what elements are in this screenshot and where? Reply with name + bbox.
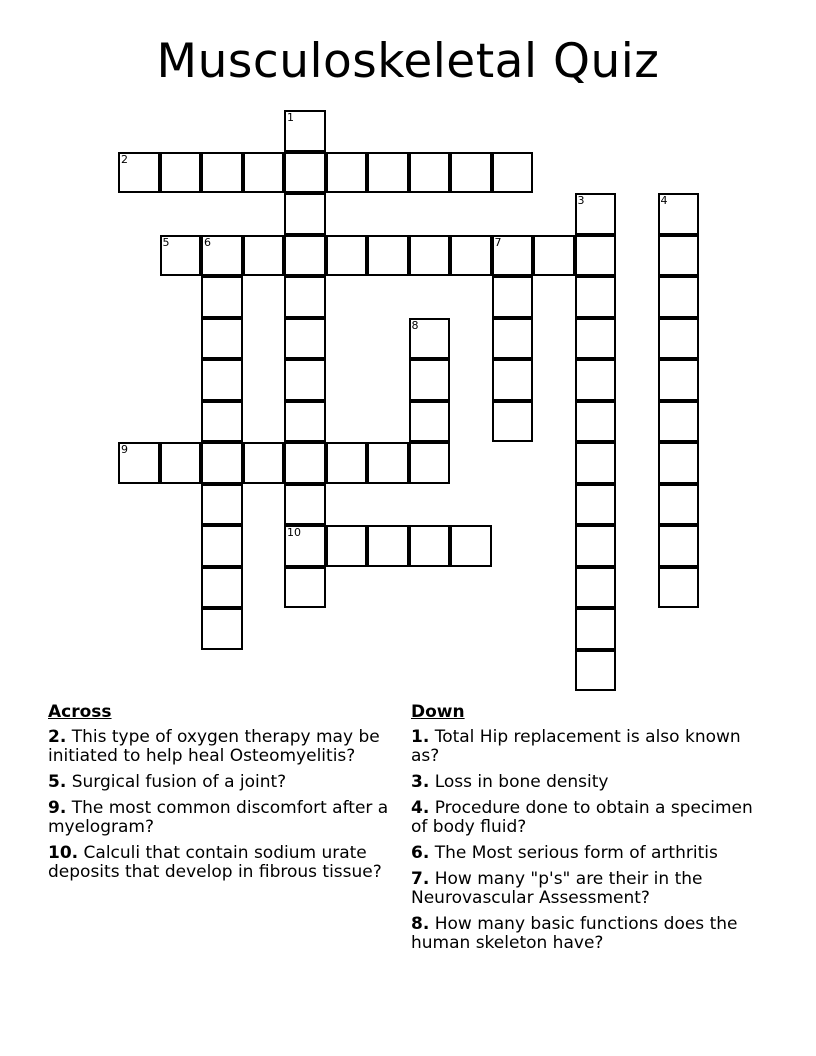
down-heading: Down [411, 702, 465, 722]
grid-cell[interactable] [118, 152, 160, 194]
clue-text: This type of oxygen therapy may be initiated to help heal Osteomyelitis? [48, 727, 380, 766]
grid-cell[interactable] [201, 442, 243, 484]
grid-cell[interactable] [326, 152, 368, 194]
grid-cell[interactable] [118, 442, 160, 484]
grid-cell[interactable] [575, 608, 617, 650]
grid-cell[interactable] [575, 276, 617, 318]
down-clue [411, 915, 761, 953]
down-clue [411, 799, 761, 837]
across-clues [48, 702, 403, 889]
grid-cell[interactable] [243, 442, 285, 484]
grid-cell[interactable] [284, 193, 326, 235]
grid-cell[interactable] [575, 442, 617, 484]
grid-cell[interactable] [409, 235, 451, 277]
clue-text: Total Hip replacement is also known as? [411, 727, 741, 766]
grid-cell[interactable] [658, 442, 700, 484]
grid-cell[interactable] [492, 152, 534, 194]
grid-cell[interactable] [575, 567, 617, 609]
grid-cell[interactable] [284, 442, 326, 484]
grid-cell[interactable] [367, 235, 409, 277]
clue-number-label: 9 [121, 443, 128, 456]
grid-cell[interactable] [367, 442, 409, 484]
grid-cell[interactable] [450, 235, 492, 277]
clue-number: 8. [411, 914, 430, 934]
clue-number-label: 1 [287, 111, 294, 124]
grid-cell[interactable] [575, 525, 617, 567]
grid-cell[interactable] [284, 110, 326, 152]
grid-cell[interactable] [450, 152, 492, 194]
across-clue [48, 728, 403, 766]
grid-cell[interactable] [658, 525, 700, 567]
grid-cell[interactable] [658, 318, 700, 360]
clue-text: Surgical fusion of a joint? [66, 772, 287, 792]
clue-text: Calculi that contain sodium urate deposits that develop in fibrous tissue? [48, 843, 382, 882]
grid-cell[interactable] [160, 152, 202, 194]
grid-cell[interactable] [450, 525, 492, 567]
grid-cell[interactable] [284, 152, 326, 194]
grid-cell[interactable] [243, 152, 285, 194]
grid-cell[interactable] [284, 401, 326, 443]
grid-cell[interactable] [658, 193, 700, 235]
grid-cell[interactable] [409, 401, 451, 443]
grid-cell[interactable] [326, 235, 368, 277]
grid-cell[interactable] [492, 276, 534, 318]
grid-cell[interactable] [284, 359, 326, 401]
grid-cell[interactable] [575, 193, 617, 235]
grid-cell[interactable] [367, 525, 409, 567]
down-clues [411, 702, 761, 960]
grid-cell[interactable] [284, 276, 326, 318]
grid-cell[interactable] [201, 567, 243, 609]
grid-cell[interactable] [492, 359, 534, 401]
grid-cell[interactable] [658, 359, 700, 401]
clue-text: The most common discomfort after a myelogram? [48, 798, 389, 837]
clue-number: 6. [411, 843, 430, 863]
page-title: Musculoskeletal Quiz [156, 34, 660, 89]
grid-cell[interactable] [575, 318, 617, 360]
down-clue [411, 844, 761, 863]
grid-cell[interactable] [658, 567, 700, 609]
clue-text: How many basic functions does the human skeleton have? [411, 914, 738, 953]
clue-text: How many "p's" are their in the Neurovascular Assessment? [411, 869, 703, 908]
grid-cell[interactable] [658, 484, 700, 526]
grid-cell[interactable] [201, 359, 243, 401]
grid-cell[interactable] [243, 235, 285, 277]
clue-number: 10. [48, 843, 79, 863]
grid-cell[interactable] [575, 235, 617, 277]
grid-cell[interactable] [284, 525, 326, 567]
grid-cell[interactable] [575, 650, 617, 692]
grid-cell[interactable] [201, 401, 243, 443]
grid-cell[interactable] [492, 235, 534, 277]
clue-text: Loss in bone density [429, 772, 609, 792]
clue-number: 9. [48, 798, 67, 818]
grid-cell[interactable] [492, 401, 534, 443]
grid-cell[interactable] [160, 235, 202, 277]
clue-number-label: 2 [121, 152, 128, 166]
grid-cell[interactable] [409, 442, 451, 484]
clue-text: Procedure done to obtain a specimen of body fluid? [411, 798, 753, 837]
grid-cell[interactable] [658, 276, 700, 318]
grid-cell[interactable] [575, 359, 617, 401]
grid-cell[interactable] [201, 525, 243, 567]
grid-cell[interactable] [492, 318, 534, 360]
clue-number-label: 4 [660, 194, 668, 207]
across-clue [48, 773, 403, 792]
grid-cell[interactable] [326, 525, 368, 567]
grid-cell[interactable] [658, 235, 700, 277]
down-clue [411, 870, 761, 908]
grid-cell[interactable] [409, 359, 451, 401]
clue-number-label: 8 [411, 318, 419, 332]
clue-number: 3. [411, 772, 430, 792]
grid-cell[interactable] [575, 484, 617, 526]
grid-cell[interactable] [533, 235, 575, 277]
grid-cell[interactable] [201, 235, 243, 277]
across-clue [48, 799, 403, 837]
grid-cell[interactable] [201, 318, 243, 360]
clue-number-label: 7 [494, 235, 502, 249]
grid-cell[interactable] [284, 235, 326, 277]
clue-number-label: 5 [162, 235, 170, 249]
grid-cell[interactable] [201, 484, 243, 526]
grid-cell[interactable] [284, 484, 326, 526]
grid-cell[interactable] [409, 525, 451, 567]
clue-number-label: 6 [204, 235, 211, 249]
across-heading: Across [48, 702, 112, 722]
clue-number-label: 10 [287, 526, 301, 539]
grid-cell[interactable] [367, 152, 409, 194]
grid-cell[interactable] [284, 318, 326, 360]
grid-cell[interactable] [658, 401, 700, 443]
down-clue [411, 773, 761, 792]
grid-cell[interactable] [201, 276, 243, 318]
grid-cell[interactable] [575, 401, 617, 443]
down-clue [411, 728, 761, 766]
grid-cell[interactable] [160, 442, 202, 484]
grid-cell[interactable] [284, 567, 326, 609]
grid-cell[interactable] [201, 152, 243, 194]
grid-cell[interactable] [409, 318, 451, 360]
clue-number: 2. [48, 727, 67, 747]
clue-number: 1. [411, 727, 430, 747]
clue-number: 5. [48, 772, 67, 792]
clue-number: 7. [411, 869, 430, 889]
clue-text: The Most serious form of arthritis [429, 843, 718, 863]
grid-cell[interactable] [409, 152, 451, 194]
grid-cell[interactable] [201, 608, 243, 650]
across-clue [48, 844, 403, 882]
grid-cell[interactable] [326, 442, 368, 484]
clue-number: 4. [411, 798, 430, 818]
clue-number-label: 3 [577, 194, 585, 207]
